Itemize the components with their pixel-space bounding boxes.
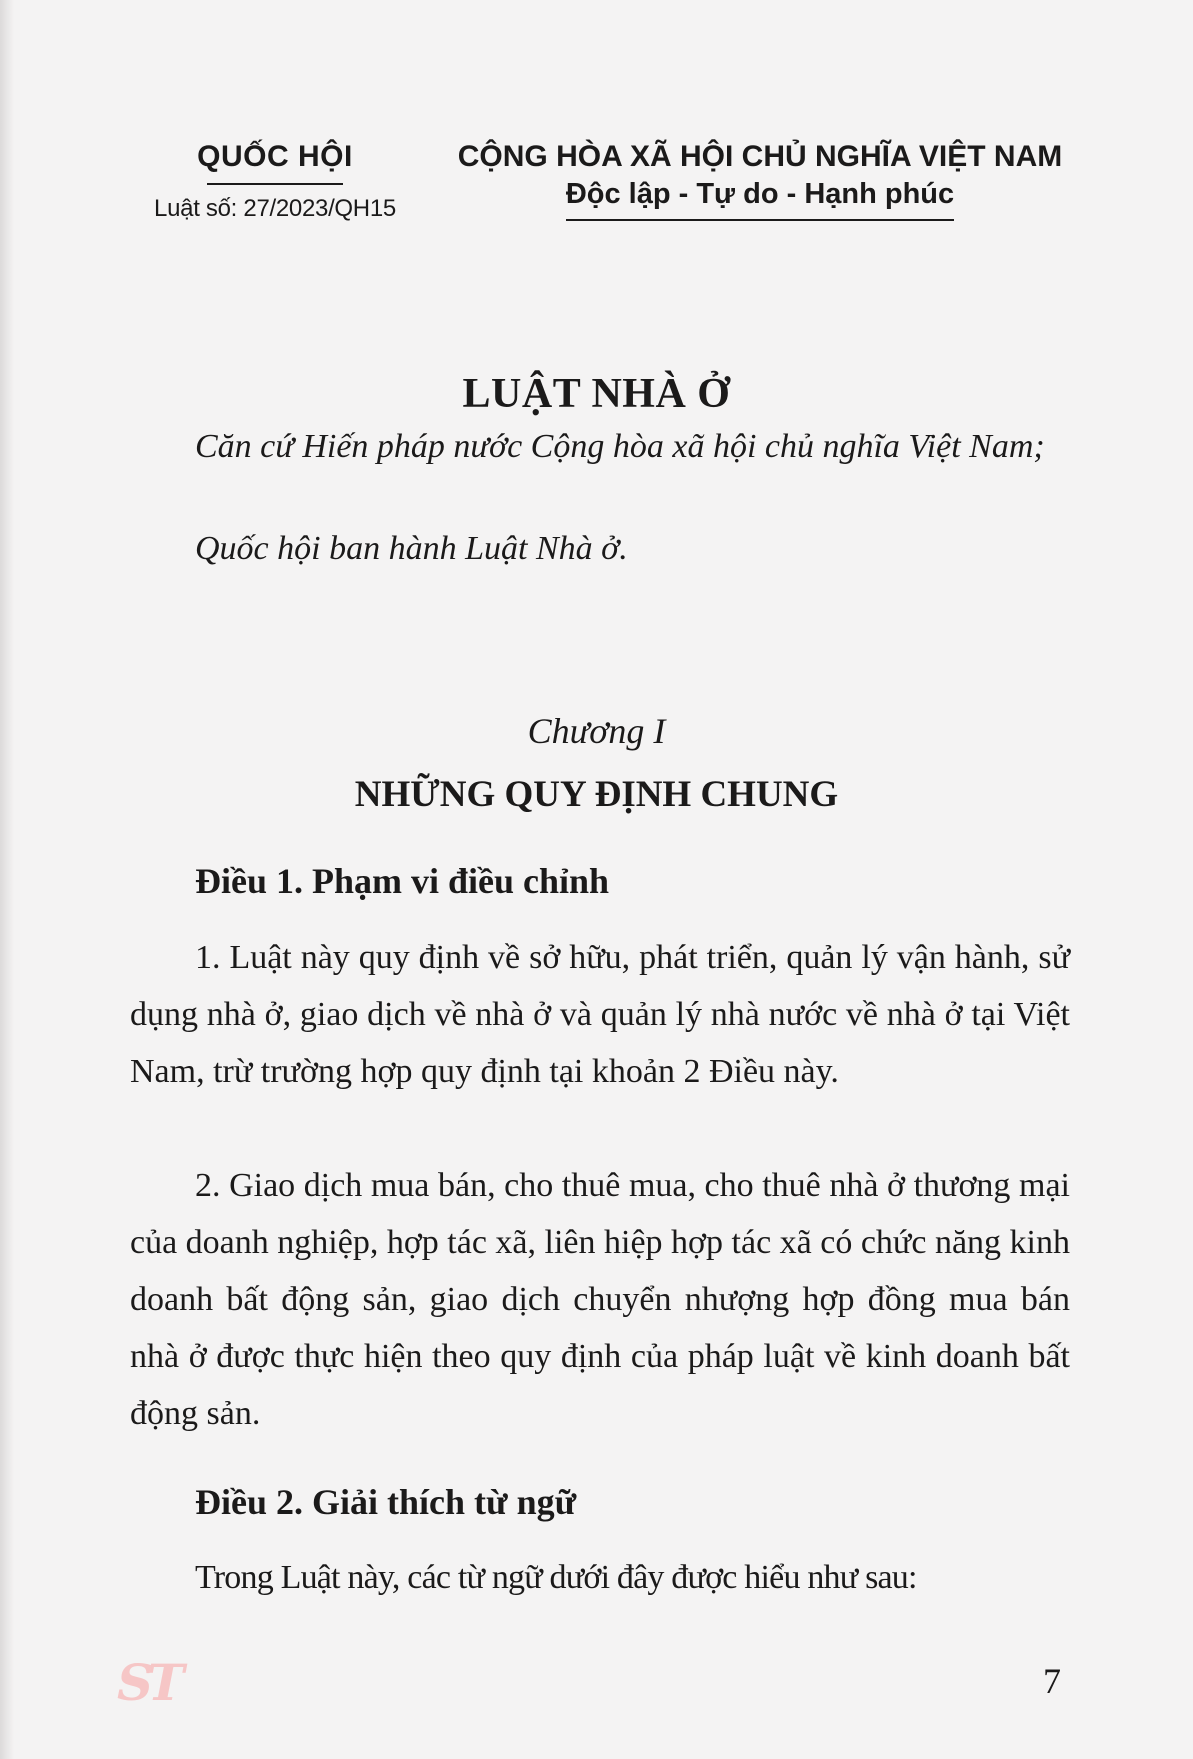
issuing-agency: QUỐC HỘI (197, 140, 353, 173)
national-motto: Độc lập - Tự do - Hạnh phúc (566, 178, 954, 221)
national-block (425, 140, 1095, 221)
publisher-watermark: ST (117, 1653, 179, 1712)
nation-name: CỘNG HÒA XÃ HỘI CHỦ NGHĨA VIỆT NAM (457, 140, 1063, 173)
page-edge (0, 0, 14, 1759)
article-1-clause-1: 1. Luật này quy định về sở hữu, phát triển, quản lý vận hành, sử dụng nhà ở, giao dịch về nhà ở và quản lý nhà nước về nhà ở tại Việt Nam, trừ trường hợp quy định tại khoản 2 Điều này. (130, 939, 1070, 1090)
article-2-heading: Điều 2. Giải thích từ ngữ (195, 1482, 577, 1522)
preamble-basis: Căn cứ Hiến pháp nước Cộng hòa xã hội chủ nghĩa Việt Nam; (195, 428, 1045, 465)
issuer-block (130, 140, 420, 223)
preamble-enactment: Quốc hội ban hành Luật Nhà ở. (195, 530, 628, 567)
law-number: Luật số: 27/2023/QH15 (154, 195, 396, 222)
article-1-heading: Điều 1. Phạm vi điều chỉnh (195, 861, 610, 901)
law-title: LUẬT NHÀ Ở (462, 371, 731, 417)
article-1-clause-2: 2. Giao dịch mua bán, cho thuê mua, cho thuê nhà ở thương mại của doanh nghiệp, hợp tác xã, liên hiệp hợp tác xã có chức năng kinh doanh bất động sản, giao dịch chuyển nhượng hợp đồng mua bán nhà ở được thực hiện theo quy định của pháp luật về kinh doanh bất động sản. (130, 1167, 1070, 1432)
chapter-label: Chương I (527, 711, 666, 751)
article-2-intro: Trong Luật này, các từ ngữ dưới đây được hiểu như sau: (195, 1559, 917, 1596)
chapter-title: NHỮNG QUY ĐỊNH CHUNG (354, 774, 839, 815)
agency-underline (207, 183, 343, 185)
page-number: 7 (1043, 1661, 1061, 1701)
